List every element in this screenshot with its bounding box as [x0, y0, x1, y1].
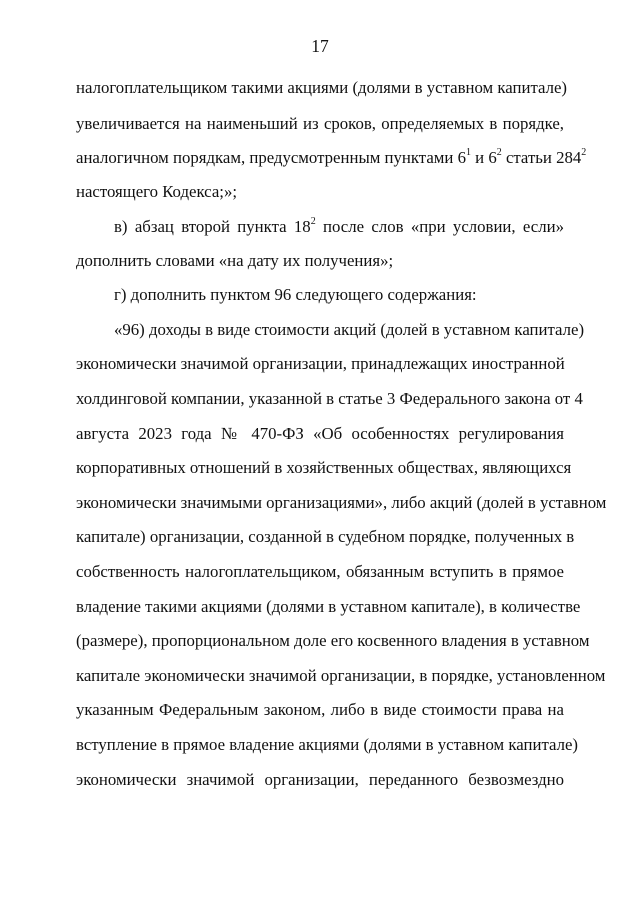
page-number: 17: [311, 36, 329, 56]
text-segment: статьи 284: [501, 148, 582, 167]
text-segment: аналогичном порядкам, предусмотренным пунктами 6: [76, 148, 466, 167]
text-line: капитале) организации, созданной в судебном порядке, полученных в: [76, 527, 575, 546]
text-line: [76, 147, 587, 168]
text-line: «96) доходы в виде стоимости акций (долей в уставном капитале): [114, 320, 585, 339]
text-line: увеличивается на наименьший из сроков, определяемых в порядке,: [76, 114, 564, 133]
text-line: корпоративных отношений в хозяйственных обществах, являющихся: [76, 458, 572, 477]
text-line: холдинговой компании, указанной в статье 3 Федерального закона от 4: [76, 389, 583, 408]
superscript: 2: [310, 216, 316, 228]
text-line: дополнить словами «на дату их получения»;: [76, 251, 394, 270]
text-line: владение такими акциями (долями в уставном капитале), в количестве: [76, 597, 581, 616]
text-line: указанным Федеральным законом, либо в виде стоимости права на: [76, 700, 564, 719]
text-line: налогоплательщиком такими акциями (долями в уставном капитале): [76, 78, 568, 97]
text-segment: и 6: [470, 148, 497, 167]
text-line: экономически значимой организации, переданного безвозмездно: [76, 770, 564, 789]
text-line: собственность налогоплательщиком, обязанным вступить в прямое: [76, 562, 564, 581]
superscript: 1: [465, 147, 471, 159]
text-line: настоящего Кодекса;»;: [76, 182, 238, 201]
text-line: г) дополнить пунктом 96 следующего содержания:: [114, 285, 477, 304]
superscript: 2: [496, 147, 502, 159]
text-line: (размере), пропорциональном доле его косвенного владения в уставном: [76, 631, 590, 650]
text-segment: в) абзац второй пункта 18: [114, 217, 311, 236]
text-segment: после слов «при условии, если»: [315, 217, 564, 236]
text-line: вступление в прямое владение акциями (долями в уставном капитале): [76, 735, 578, 754]
text-line: экономически значимой организации, принадлежащих иностранной: [76, 354, 565, 373]
text-line: [114, 217, 564, 237]
text-line: капитале экономически значимой организации, в порядке, установленном: [76, 666, 606, 685]
text-line: экономически значимыми организациями», либо акций (долей в уставном: [76, 493, 607, 512]
superscript: 2: [581, 147, 587, 159]
text-line: августа 2023 года № 470-ФЗ «Об особенностях регулирования: [76, 424, 564, 443]
